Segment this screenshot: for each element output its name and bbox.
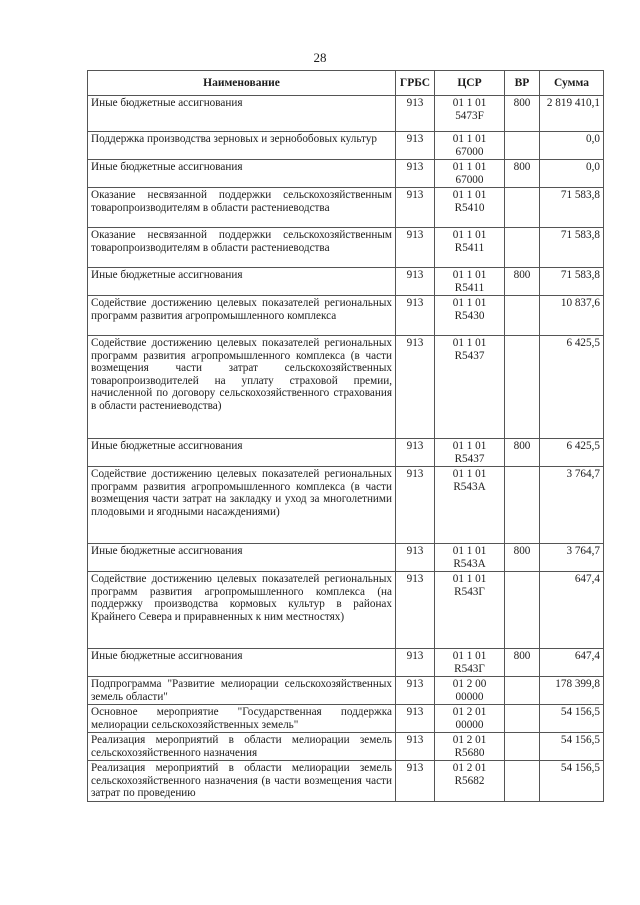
row-grbs: 913 [396,160,435,188]
table-row [88,439,604,467]
table-row [88,733,604,761]
row-csr: 01 1 01 67000 [435,132,505,160]
row-vr: 800 [505,268,540,296]
row-grbs: 913 [396,467,435,544]
row-name: Иные бюджетные ассигнования [88,96,396,132]
header-row [88,71,604,96]
row-sum: 647,4 [540,649,604,677]
row-sum: 3 764,7 [540,544,604,572]
row-name: Иные бюджетные ассигнования [88,160,396,188]
row-csr: 01 1 01 R5430 [435,296,505,336]
row-csr: 01 1 01 R543А [435,467,505,544]
table-row [88,705,604,733]
row-sum: 71 583,8 [540,188,604,228]
row-csr: 01 2 00 00000 [435,677,505,705]
row-vr: 800 [505,649,540,677]
row-vr [505,733,540,761]
row-csr: 01 2 01 R5682 [435,761,505,802]
row-grbs: 913 [396,544,435,572]
row-vr [505,705,540,733]
row-vr [505,761,540,802]
row-vr [505,132,540,160]
row-sum: 71 583,8 [540,228,604,268]
row-grbs: 913 [396,572,435,649]
row-sum: 54 156,5 [540,761,604,802]
row-grbs: 913 [396,677,435,705]
row-csr: 01 2 01 R5680 [435,733,505,761]
row-csr: 01 1 01 R543А [435,544,505,572]
row-csr: 01 1 01 5473F [435,96,505,132]
row-sum: 0,0 [540,160,604,188]
row-name: Иные бюджетные ассигнования [88,439,396,467]
page-number: 28 [313,50,327,65]
row-sum: 71 583,8 [540,268,604,296]
row-grbs: 913 [396,268,435,296]
table-row [88,268,604,296]
row-vr: 800 [505,439,540,467]
row-sum: 10 837,6 [540,296,604,336]
row-vr [505,677,540,705]
row-name: Подпрограмма "Развитие мелиорации сельскохозяйственных земель области" [88,677,396,705]
row-name: Иные бюджетные ассигнования [88,649,396,677]
row-vr: 800 [505,160,540,188]
header-grbs: ГРБС [396,71,435,96]
row-name: Содействие достижению целевых показателей региональных программ развития агропромышленного комплекса (в части возмещения части затрат сельскохозяйственных товаропроизводителей на уплату страховой премии, начисленной по договору сельскохозяйственного страхования в области растениеводства) [88,336,396,439]
table-row [88,160,604,188]
row-sum: 2 819 410,1 [540,96,604,132]
table-row [88,677,604,705]
row-name: Оказание несвязанной поддержки сельскохозяйственным товаропроизводителям в области растениеводства [88,228,396,268]
table-row [88,572,604,649]
row-sum: 0,0 [540,132,604,160]
row-name: Иные бюджетные ассигнования [88,268,396,296]
row-sum: 178 399,8 [540,677,604,705]
row-name: Содействие достижению целевых показателей региональных программ развития агропромышленного комплекса [88,296,396,336]
row-sum: 3 764,7 [540,467,604,544]
table-row [88,336,604,439]
row-sum: 647,4 [540,572,604,649]
table-row [88,761,604,802]
row-name: Реализация мероприятий в области мелиорации земель сельскохозяйственного назначения (в части возмещения части затрат по проведению [88,761,396,802]
row-sum: 54 156,5 [540,705,604,733]
row-grbs: 913 [396,188,435,228]
row-grbs: 913 [396,228,435,268]
row-vr: 800 [505,96,540,132]
table-row [88,188,604,228]
header-vr: ВР [505,71,540,96]
row-name: Реализация мероприятий в области мелиорации земель сельскохозяйственного назначения [88,733,396,761]
row-csr: 01 1 01 R5411 [435,228,505,268]
row-grbs: 913 [396,296,435,336]
row-grbs: 913 [396,132,435,160]
row-csr: 01 1 01 R5410 [435,188,505,228]
row-vr [505,188,540,228]
row-vr [505,467,540,544]
row-sum: 6 425,5 [540,336,604,439]
table-row [88,296,604,336]
row-csr: 01 1 01 R543Г [435,572,505,649]
header-csr: ЦСР [435,71,505,96]
table-row [88,544,604,572]
table-row [88,649,604,677]
row-csr: 01 1 01 R543Г [435,649,505,677]
row-vr [505,228,540,268]
row-name: Основное мероприятие "Государственная поддержка мелиорации сельскохозяйственных земель" [88,705,396,733]
row-vr [505,336,540,439]
table-row [88,467,604,544]
row-csr: 01 1 01 67000 [435,160,505,188]
table-row [88,96,604,132]
table-row [88,228,604,268]
row-name: Поддержка производства зерновых и зернобобовых культур [88,132,396,160]
header-name: Наименование [88,71,396,96]
row-grbs: 913 [396,336,435,439]
row-csr: 01 1 01 R5437 [435,439,505,467]
row-grbs: 913 [396,733,435,761]
row-name: Иные бюджетные ассигнования [88,544,396,572]
table-row [88,132,604,160]
row-vr [505,296,540,336]
row-vr [505,572,540,649]
row-csr: 01 1 01 R5411 [435,268,505,296]
row-vr: 800 [505,544,540,572]
header-sum: Сумма [540,71,604,96]
row-grbs: 913 [396,96,435,132]
row-sum: 54 156,5 [540,733,604,761]
row-grbs: 913 [396,705,435,733]
row-grbs: 913 [396,439,435,467]
row-name: Содействие достижению целевых показателей региональных программ развития агропромышленного комплекса (на поддержку производства кормовых культур в районах Крайнего Севера и приравненных к ним местностях) [88,572,396,649]
row-grbs: 913 [396,761,435,802]
budget-table [87,70,604,802]
row-csr: 01 2 01 00000 [435,705,505,733]
row-csr: 01 1 01 R5437 [435,336,505,439]
row-name: Оказание несвязанной поддержки сельскохозяйственным товаропроизводителям в области растениеводства [88,188,396,228]
row-sum: 6 425,5 [540,439,604,467]
row-grbs: 913 [396,649,435,677]
row-name: Содействие достижению целевых показателей региональных программ развития агропромышленного комплекса (в части возмещения части затрат на закладку и уход за многолетними плодовыми и ягодными насаждениями) [88,467,396,544]
